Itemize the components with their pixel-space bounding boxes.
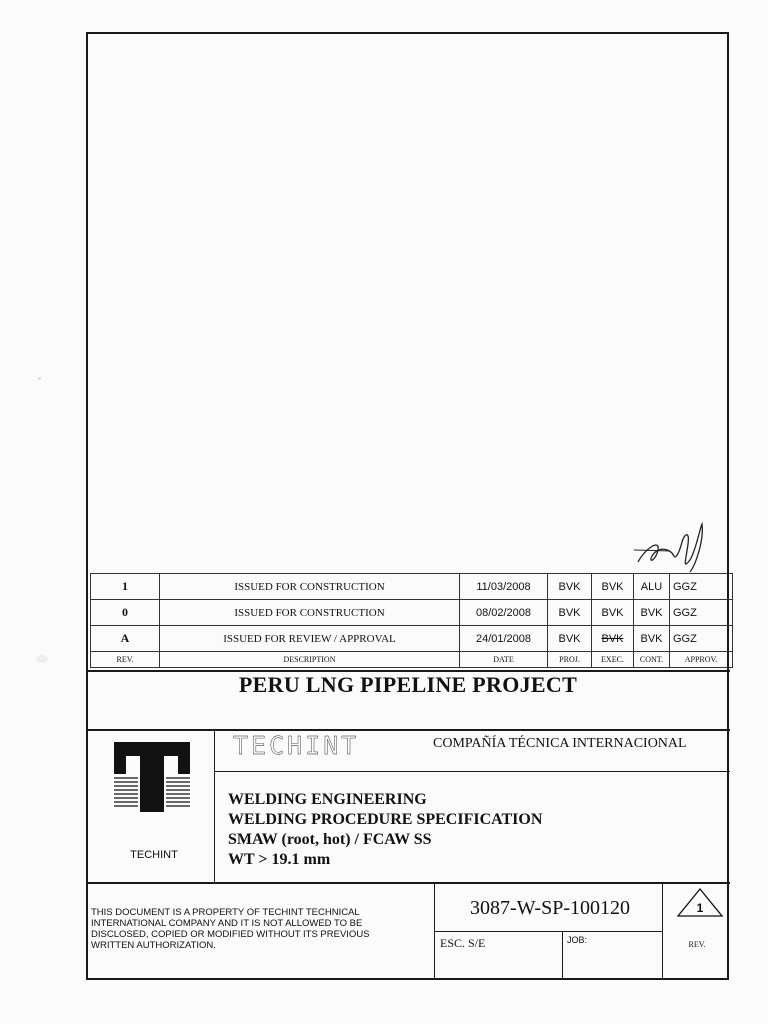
divider xyxy=(88,882,730,884)
disclaimer xyxy=(91,907,421,951)
rev-cell: 0 xyxy=(91,600,160,626)
description-cell: ISSUED FOR CONSTRUCTION xyxy=(160,600,460,626)
proj-cell: BVK xyxy=(548,626,592,652)
exec-cell: BVK xyxy=(592,626,634,652)
document-title xyxy=(228,790,542,870)
disclaimer-line: WRITTEN AUTHORIZATION. xyxy=(91,940,216,951)
logo-caption: TECHINT xyxy=(130,849,178,861)
divider xyxy=(435,931,662,932)
document-number: 3087-W-SP-100120 xyxy=(470,897,630,919)
proj-header: PROJ. xyxy=(548,652,592,668)
description-header: DESCRIPTION xyxy=(160,652,460,668)
title-line: WELDING ENGINEERING xyxy=(228,791,427,808)
disclaimer-line: DISCLOSED, COPIED OR MODIFIED WITHOUT ITS PREVIOUS xyxy=(91,929,370,940)
revision-row xyxy=(91,574,733,600)
company-brand: TECHINT xyxy=(233,731,360,760)
company-name: COMPAÑÍA TÉCNICA INTERNACIONAL xyxy=(433,736,687,751)
revision-header-row xyxy=(91,652,733,668)
date-cell: 11/03/2008 xyxy=(460,574,548,600)
date-header: DATE xyxy=(460,652,548,668)
scan-speck xyxy=(36,655,48,663)
date-cell: 24/01/2008 xyxy=(460,626,548,652)
rev-header: REV. xyxy=(91,652,160,668)
title-line: WELDING PROCEDURE SPECIFICATION xyxy=(228,811,543,828)
proj-cell: BVK xyxy=(548,574,592,600)
approv-header: APPROV. xyxy=(670,652,733,668)
job-label: JOB: xyxy=(567,935,588,945)
divider xyxy=(562,931,563,979)
description-cell: ISSUED FOR REVIEW / APPROVAL xyxy=(160,626,460,652)
divider xyxy=(88,729,730,731)
divider xyxy=(215,771,730,772)
rev-label: REV. xyxy=(688,940,706,949)
scale-label: ESC. S/E xyxy=(440,936,486,950)
disclaimer-line: INTERNATIONAL COMPANY AND IT IS NOT ALLOWED TO BE xyxy=(91,918,363,929)
proj-cell: BVK xyxy=(548,600,592,626)
exec-cell: BVK xyxy=(592,600,634,626)
title-line: WT > 19.1 mm xyxy=(228,851,331,868)
techint-logo xyxy=(112,740,192,820)
revision-row xyxy=(91,626,733,652)
title-line: SMAW (root, hot) / FCAW SS xyxy=(228,831,432,848)
approv-cell: GGZ xyxy=(670,600,733,626)
cont-cell: ALU xyxy=(634,574,670,600)
revision-row xyxy=(91,600,733,626)
approv-cell: GGZ xyxy=(670,626,733,652)
approv-cell: GGZ xyxy=(670,574,733,600)
cont-cell: BVK xyxy=(634,626,670,652)
disclaimer-line: THIS DOCUMENT IS A PROPERTY OF TECHINT TECHNICAL xyxy=(91,907,360,918)
exec-cell: BVK xyxy=(592,574,634,600)
cont-header: CONT. xyxy=(634,652,670,668)
project-title: PERU LNG PIPELINE PROJECT xyxy=(238,672,578,697)
approval-signature xyxy=(630,520,720,580)
exec-header: EXEC. xyxy=(592,652,634,668)
description-cell: ISSUED FOR CONSTRUCTION xyxy=(160,574,460,600)
divider xyxy=(214,730,215,883)
revision-indicator: 1 xyxy=(696,901,704,915)
date-cell: 08/02/2008 xyxy=(460,600,548,626)
revision-table xyxy=(90,573,733,668)
rev-cell: A xyxy=(91,626,160,652)
scan-speck xyxy=(38,377,41,380)
rev-cell: 1 xyxy=(91,574,160,600)
cont-cell: BVK xyxy=(634,600,670,626)
